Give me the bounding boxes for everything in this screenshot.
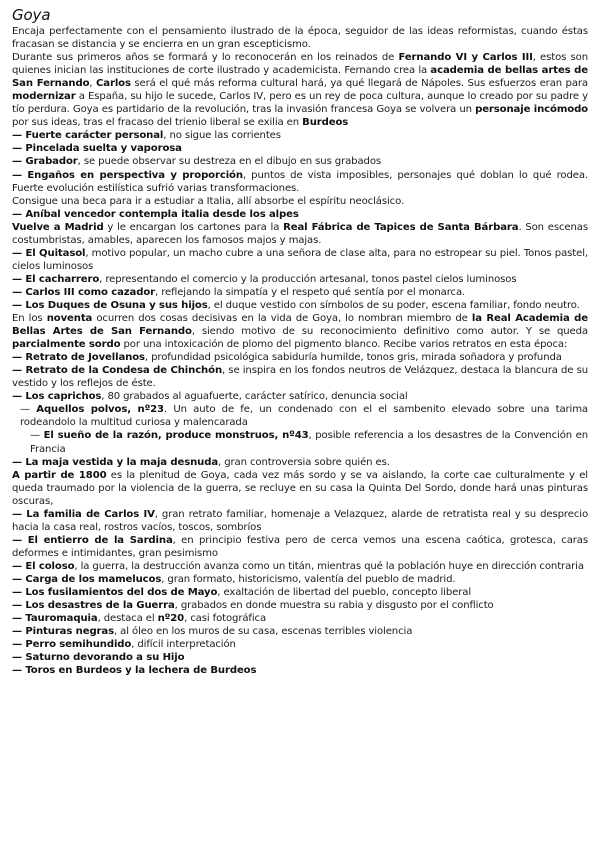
paragraph [12,208,588,221]
text-run: , se inspira en los fondos neutros de Velázquez, destaca la blancura de su vestido y los reflejos de éste. [12,365,588,390]
text-run: . Un auto de fe, un condenado con el el sambenito elevado sobre una tarima rodeandolo la multitud curiosa y malencarada [20,404,589,429]
paragraph [12,573,588,586]
text-run: , casi fotográfica [184,613,267,625]
bold-text-run: modernizar [12,91,76,103]
text-run: por una intoxicación de plomo del pigmento blanco. Recibe varios retratos en esta época: [120,339,568,351]
bold-text-run: — Los caprichos [12,391,102,403]
text-run: Durante sus primeros años se formará y lo reconocerán en los reinados de [12,52,399,64]
paragraph [12,195,588,208]
paragraph [12,51,588,129]
text-run: y le encargan los cartones para la [103,221,284,233]
bold-text-run: noventa [46,313,93,325]
bold-text-run: — El coloso [12,560,75,572]
text-run: , grabados en donde muestra su rabia y disgusto por el conflicto [174,600,494,612]
bold-text-run: la Real Academia de Bellas Artes de San Fernando [12,313,588,338]
text-run: Encaja perfectamente con el pensamiento ilustrado de la época, seguidor de las ideas reformistas, cuando éstas fracasan se distancia y se encierra en un gran escepticismo. [12,26,588,51]
bold-text-run: — El cacharrero [12,273,100,285]
paragraph [12,586,588,599]
text-run: , motivo popular, un macho cubre a una señora de clase alta, para no estropear su piel. Tonos pastel, cielos luminosos [12,247,589,272]
bold-text-run: — Carga de los mamelucos [12,573,162,585]
text-run: es la plenitud de Goya, cada vez más sordo y se va aislando, la corte cae culturalmente y el queda traumado por la violencia de la guerra, se recluye en su casa la Quinta Del Sordo, donde hará unas pinturas oscuras, [12,469,588,507]
text-run: , gran controversia sobre quién es. [218,456,390,468]
paragraph [12,534,588,560]
paragraph [12,456,588,469]
text-run: , el duque vestido con símbolos de su poder, escena familiar, fondo neutro. [207,299,580,311]
text-run: , siendo motivo de su reconocimiento definitivo como autor. Y se queda [191,326,588,338]
bold-text-run: — Los fusilamientos del dos de Mayo [12,587,218,599]
paragraph [12,625,588,638]
text-run: , posible referencia a los desastres de la Convención en Francia [30,430,588,455]
bold-text-run: A partir de 1800 [12,469,107,481]
text-run: , gran formato, historicismo, valentía del pueblo de madrid. [161,573,456,585]
paragraph [12,142,588,155]
text-run: , en principio festiva pero de cerca vemos una escena caótica, grotesca, caras deformes e intimidantes, gran pesimismo [12,534,588,559]
paragraph [12,390,588,403]
text-run: En los [12,313,47,325]
bold-text-run: Fernando VI y Carlos III [398,52,533,64]
paragraph [12,273,588,286]
paragraph [12,560,588,573]
bold-text-run: — El Quitasol [12,247,86,259]
text-run: , se puede observar su destreza en el dibujo en sus grabados [77,156,382,168]
bold-text-run: academia de bellas artes de San Fernando [12,65,588,90]
paragraph [12,599,588,612]
text-run: , 80 grabados al aguafuerte, carácter satírico, denuncia social [101,391,408,403]
bold-text-run: — Los desastres de la Guerra [12,600,175,612]
text-run: por sus ideas, tras el fracaso del trienio liberal se exilia en [12,117,303,129]
paragraph [12,364,588,390]
paragraph [12,612,588,625]
paragraph [12,155,588,168]
paragraph [12,403,588,429]
paragraph [12,429,588,455]
paragraph [12,25,588,51]
paragraph [12,508,588,534]
text-run: Consigue una beca para ir a estudiar a Italia, allí absorbe el espíritu neoclásico. [12,195,405,207]
bold-text-run: — Saturno devorando a su Hijo [12,652,185,664]
bold-text-run: — La familia de Carlos IV [12,508,155,520]
bold-text-run: Real Fábrica de Tapices de Santa Bárbara [283,221,519,233]
bold-text-run: — Los Duques de Osuna y sus hijos [12,299,208,311]
text-run: — [30,430,44,442]
text-run: , gran retrato familiar, homenaje a Velazquez, alarde de retratista real y su desprecio hacia la casa real, rostros vacíos, toscos, sombríos [12,508,588,533]
text-run: , puntos de vista imposibles, personajes qué doblan lo qué rodea. Fuerte evolución estilística sufrió varias transformaciones. [12,169,588,194]
text-run: , la guerra, la destrucción avanza como un titán, mientras qué la población huye en dirección contraria [74,560,584,572]
bold-text-run: Burdeos [302,117,349,129]
bold-text-run: — Toros en Burdeos y la lechera de Burdeos [12,665,257,677]
bold-text-run: — Tauromaquia [12,613,98,625]
text-run: , representando el comercio y la producción artesanal, tonos pastel cielos luminosos [99,273,517,285]
bold-text-run: — Carlos III como cazador [12,286,156,298]
paragraph [12,247,588,273]
text-run: ocurren dos cosas decisivas en la vida de Goya, lo nombran miembro de [92,313,472,325]
paragraph [12,169,588,195]
paragraph [12,351,588,364]
bold-text-run: nº20 [157,613,185,625]
bold-text-run: — Retrato de Jovellanos [12,352,145,364]
bold-text-run: Aquellos polvos, nº23 [36,404,164,416]
document-body [12,25,588,677]
text-run: , profundidad psicológica sabiduría humilde, tonos gris, mirada soñadora y profunda [144,352,562,364]
bold-text-run: — El entierro de la Sardina [12,534,173,546]
paragraph [12,664,588,677]
page-title: Goya [12,6,51,24]
text-run: — [20,404,37,416]
bold-text-run: — Pinturas negras [12,626,114,638]
paragraph [12,299,588,312]
bold-text-run: Vuelve a Madrid [12,221,104,233]
paragraph [12,221,588,247]
bold-text-run: — Grabador [12,156,78,168]
text-run: , difícil interpretación [131,639,236,651]
text-run: , reflejando la simpatía y el respeto qué sentía por el monarca. [155,286,466,298]
bold-text-run: — Aníbal vencedor contempla italia desde los alpes [12,208,299,220]
bold-text-run: — Pincelada suelta y vaporosa [12,143,182,155]
paragraph [12,651,588,664]
paragraph [12,638,588,651]
text-run: , [89,78,96,90]
text-run: , destaca el [97,613,158,625]
text-run: . Son escenas costumbristas, amables, aparecen los famosos majos y majas. [12,221,588,246]
paragraph [12,312,588,351]
bold-text-run: — Fuerte carácter personal [12,130,164,142]
text-run: , al óleo en los muros de su casa, escenas terribles violencia [114,626,413,638]
bold-text-run: — Retrato de la Condesa de Chinchón [12,365,223,377]
paragraph [12,286,588,299]
text-run: , no sigue las corrientes [163,130,281,142]
text-run: , estos son quienes inician las instituciones de corte ilustrado y academicista. Fernando crea la [12,52,588,77]
text-run: será el qué más reforma cultural hará, ya qué llegará de Nápoles. Sus esfuerzos eran para [130,78,588,90]
bold-text-run: parcialmente sordo [12,339,121,351]
bold-text-run: — La maja vestida y la maja desnuda [12,456,219,468]
bold-text-run: — Perro semihundido [12,639,132,651]
paragraph [12,129,588,142]
bold-text-run: personaje incómodo [475,104,588,116]
text-run: a España, su hijo le sucede, Carlos IV, pero es un rey de poca cultura, aunque lo creado por su padre y tío perdura. Goya es partidario de la revolución, tras la invasión francesa Goya se volvera un [12,91,588,116]
bold-text-run: El sueño de la razón, produce monstruos, nº43 [43,430,309,442]
bold-text-run: — Engaños en perspectiva y proporción [12,169,243,181]
paragraph [12,469,588,508]
bold-text-run: Carlos [96,78,131,90]
text-run: , exaltación de libertad del pueblo, concepto liberal [217,587,472,599]
